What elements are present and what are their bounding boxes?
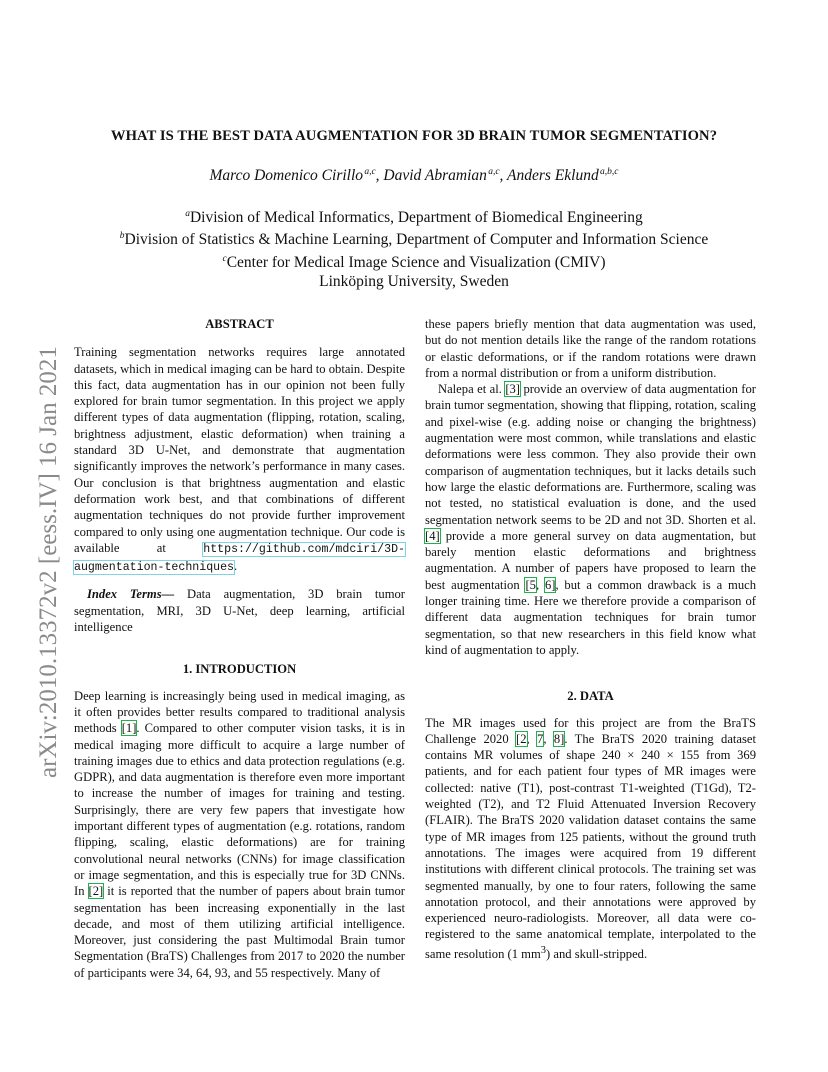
author-name: Anders Eklund <box>507 167 599 185</box>
data-heading: 2. DATA <box>567 689 614 704</box>
citation-link[interactable]: 6] <box>544 577 556 592</box>
paper-title: WHAT IS THE BEST DATA AUGMENTATION FOR 3D BRAIN TUMOR SEGMENTATION? <box>110 128 718 144</box>
author-name: Marco Domenico Cirillo <box>209 167 364 185</box>
citation-link[interactable]: [2] <box>88 884 104 899</box>
index-terms-label: Index Terms— <box>87 587 175 602</box>
data-paragraph: The MR images used for this project are from the BraTS Challenge 2020 [2, 7, 8]. The BraTS 2020 training dataset contains MR volumes of shape 240 × 240 × 155 from 369 patients, and for each patient four types of MR images were collected: native (T1), post-contrast T1-weighted (T1Gd), T2-weighted (T2), and T2 Fluid Attenuated Inversion Recovery (FLAIR). The BraTS 2020 validation dataset contains the same type of MR images from 125 patients, without the ground truth annotations. The images were acquired from 19 different institutions with different clinical protocols. The training set was segmented manually, by one to four raters, following the same annotation protocol, and their annotations were approved by experienced neuro-radiologists. Moreover, all data were co-registered to the same anatomical template, interpolated to the same resolution (1 $mm^3$) and skull-stripped. <box>425 715 756 961</box>
intro-paragraph-2: Nalepa et al. [3] provide an overview of data augmentation for brain tumor segmentation, showing that flipping, rotation, scaling and pixel-wise (e.g. adding noise or changing the brightness) augmentation were most common, while translations and elastic deformations were less common. They also provide their own comparison of augmentation techniques, but it lacks details such how large the elastic deformations are. Furthermore, scaling was not tested, no statistical evaluation is done, and the used segmentation network seems to be 2D and not 3D. Shorten et al. [4] provide a more general survey on data augmentation, but barely mention elastic deformations and brightness augmentation. A number of papers have proposed to learn the best augmentation [5, 6], but a common drawback is a much longer training time. Here we therefore provide a comparison of different data augmentation techniques for brain tumor segmentation, so that new researchers in this field know what kind of augmentation to apply. <box>425 382 757 657</box>
code-link[interactable]: https://github.com/mdciri/3D-augmentation-techniques <box>74 542 405 575</box>
author-affil-marker: a,c <box>364 167 376 177</box>
intro-paragraph-continued: these papers briefly mention that data augmentation was used, but do not mention details like the range of the random rotations or elastic deformations, or if the random rotations were drawn from a normal distribution or from a uniform distribution. <box>425 317 756 380</box>
author-affil-marker: a,b,c <box>600 167 619 177</box>
author-name: David Abramian <box>383 167 487 185</box>
arxiv-id: arXiv:2010.13372v2 [eess.IV] 16 Jan 2021 <box>35 346 62 778</box>
citation-link[interactable]: 8] <box>553 731 565 746</box>
citation-link[interactable]: [2 <box>516 731 527 746</box>
author-affil-marker: a,c <box>488 167 500 177</box>
right-column <box>425 316 756 962</box>
citation-link[interactable]: [1] <box>121 721 137 736</box>
intro-heading: 1. INTRODUCTION <box>182 662 297 677</box>
intro-paragraph: Deep learning is increasingly being used in medical imaging, as it often provides better results compared to traditional analysis methods [1]. Compared to other computer vision tasks, it is in medical imaging more difficult to acquire a large number of training images due to ethics and data protection regulations (e.g. GDPR), and data augmentation is therefore even more important to increase the number of images for training and testing. Surprisingly, there are very few papers that investigate how important different types of augmentation (e.g. rotations, random flipping, scaling, elastic deformations) are for training convolutional neural networks (CNNs) for image classification or image segmentation, and this is especially true for 3D CNNs. In [2] it is reported that the number of papers about brain tumor segmentation has been increasing exponentially in the last decade, and most of them utilizing artificial intelligence. Moreover, just considering the past Multimodal Brain tumor Segmentation (BraTS) Challenges from 2017 to 2020 the number of participants were 34, 64, 93, and 55 respectively. Many of <box>74 688 406 980</box>
abstract-text: Training segmentation networks requires large annotated datasets, which in medical imaging can be hard to obtain. Despite this fact, data augmentation has in our opinion not been fully explored for brain tumor segmentation. In this project we apply different types of data augmentation (flipping, rotation, scaling, brightness adjustment, elastic deformation) when training a standard 3D U-Net, and demonstrate that augmentation significantly improves the network’s performance in many cases. Our conclusion is that brightness augmentation and elastic deformation work best, and that combinations of different augmentation techniques do not provide further improvement compared to only using one augmentation technique. Our code is available at https://github.com/mdciri/3D-augmentation-techniques. <box>74 345 405 575</box>
affiliation-line: $^b$Division of Statistics & Machine Learning, Department of Computer and Information Science <box>119 231 709 249</box>
affiliation-line: $^a$Division of Medical Informatics, Department of Biomedical Engineering <box>185 209 643 227</box>
citation-link[interactable]: [4] <box>425 528 440 543</box>
arxiv-sidebar <box>22 300 68 780</box>
author-list: Marco Domenico Cirillo $^{a,c}$, David Abramian $^{a,c}$, Anders Eklund $^{a,b,c}$ <box>209 167 619 185</box>
abstract-heading: ABSTRACT <box>205 317 274 331</box>
citation-link[interactable]: [3] <box>505 382 520 397</box>
citation-link[interactable]: [5 <box>525 577 536 592</box>
affiliation-line: Linköping University, Sweden <box>319 273 509 291</box>
left-column <box>74 316 405 981</box>
arxiv-watermark <box>22 300 68 780</box>
citation-link[interactable]: 7 <box>537 731 544 746</box>
affiliations <box>60 205 768 292</box>
affiliation-line: $^c$Center for Medical Image Science and Visualization (CMIV) <box>222 253 606 272</box>
index-terms: Index Terms— Data augmentation, 3D brain tumor segmentation, MRI, 3D U-Net, deep learning, artificial intelligence <box>74 587 405 635</box>
